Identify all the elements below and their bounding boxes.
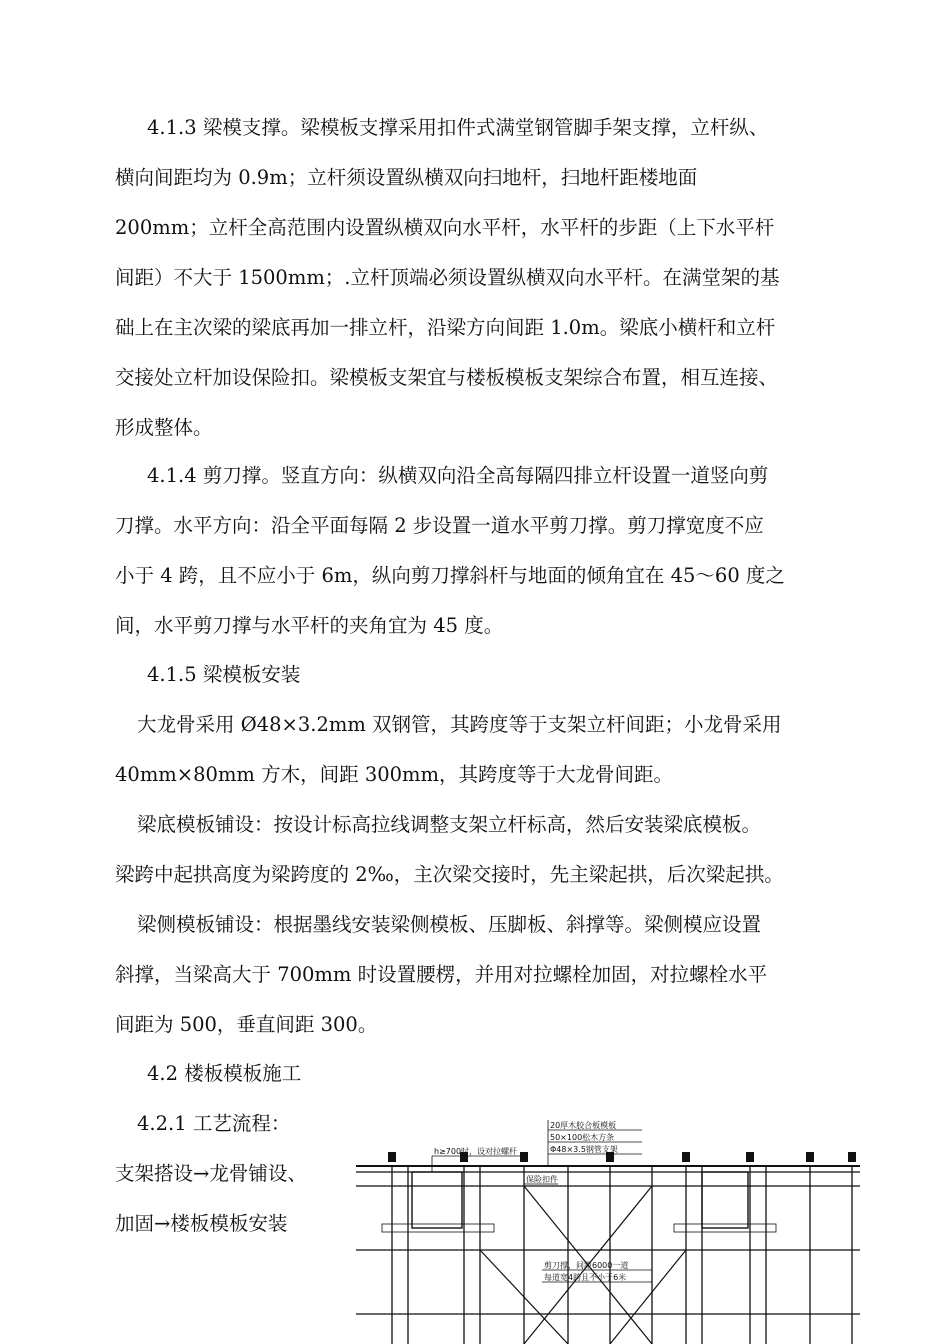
text-line: 横向间距均为 0.9m；立杆须设置纵横双向扫地杆，扫地杆距楼地面 [115,166,698,189]
text-line: 梁底模板铺设：按设计标高拉线调整支架立杆标高，然后安装梁底模板。 [137,813,762,836]
pipe-label: Φ48×3.5钢管支架 [550,1145,618,1154]
text-line: 支架搭设→龙骨铺设、 [115,1162,307,1185]
text-line: 梁侧模板铺设：根据墨线安装梁侧模板、压脚板、斜撑等。梁侧模应设置 [137,913,762,936]
text-line: 大龙骨采用 Ø48×3.2mm 双钢管，其跨度等于支架立杆间距；小龙骨采用 [137,713,782,736]
text-line: 间，水平剪刀撑与水平杆的夹角宜为 45 度。 [115,614,504,637]
text-line: 200mm；立杆全高范围内设置纵横双向水平杆，水平杆的步距（上下水平杆 [115,216,775,239]
text-line: 刀撑。水平方向：沿全平面每隔 2 步设置一道水平剪刀撑。剪刀撑宽度不应 [115,514,764,537]
text-line: 交接处立杆加设保险扣。梁模板支架宜与楼板模板支架综合布置，相互连接、 [115,366,779,389]
text-line: 40mm×80mm 方木，间距 300mm，其跨度等于大龙骨间距。 [115,763,674,786]
section-4-1-5 [115,650,867,1050]
section-heading: 4.2 楼板模板施工 [147,1062,302,1085]
scissor-label-1: 剪刀撑，间距6000一道 [544,1261,629,1270]
text-line: 间距为 500，垂直间距 300。 [115,1013,378,1036]
bolt-note-label: h≥700时，设对拉螺杆 [434,1147,518,1156]
text-line: 4.1.3 梁模支撑。梁模板支撑采用扣件式满堂钢管脚手架支撑，立杆纵、 [147,116,769,139]
scissor-label-2: 每道宽4跨且不小于6米 [544,1273,627,1282]
text-line: 梁跨中起拱高度为梁跨度的 2‰，主次梁交接时，先主梁起拱，后次梁起拱。 [115,863,784,886]
text-line: 小于 4 跨，且不应小于 6m，纵向剪刀撑斜杆与地面的倾角宜在 45～60 度之 [115,564,785,587]
plywood-label: 20厚木胶合板模板 [550,1121,617,1130]
text-line: 形成整体。 [115,416,213,439]
section-4-1-3 [115,103,867,453]
text-line: 础上在主次梁的梁底再加一排立杆，沿梁方向间距 1.0m。梁底小横杆和立杆 [115,316,776,339]
section-4-2-1 [115,1099,345,1249]
safety-clip-label: 保险扣件 [526,1175,558,1184]
text-line: 4.1.4 剪刀撑。竖直方向：纵横双向沿全高每隔四排立杆设置一道竖向剪 [147,464,769,487]
section-4-2 [115,1049,867,1099]
section-heading: 4.2.1 工艺流程： [137,1112,291,1135]
text-line: 斜撑，当梁高大于 700mm 时设置腰楞，并用对拉螺栓加固，对拉螺栓水平 [115,963,768,986]
section-4-1-4 [115,451,867,651]
text-line: 加固→楼板模板安装 [115,1212,288,1235]
text-line: 间距）不大于 1500mm；.立杆顶端必须设置纵横双向水平杆。在满堂架的基 [115,266,780,289]
timber-label: 50×100松木方条 [550,1133,615,1142]
section-heading: 4.1.5 梁模板安装 [147,663,301,686]
formwork-support-drawing [352,1116,860,1344]
